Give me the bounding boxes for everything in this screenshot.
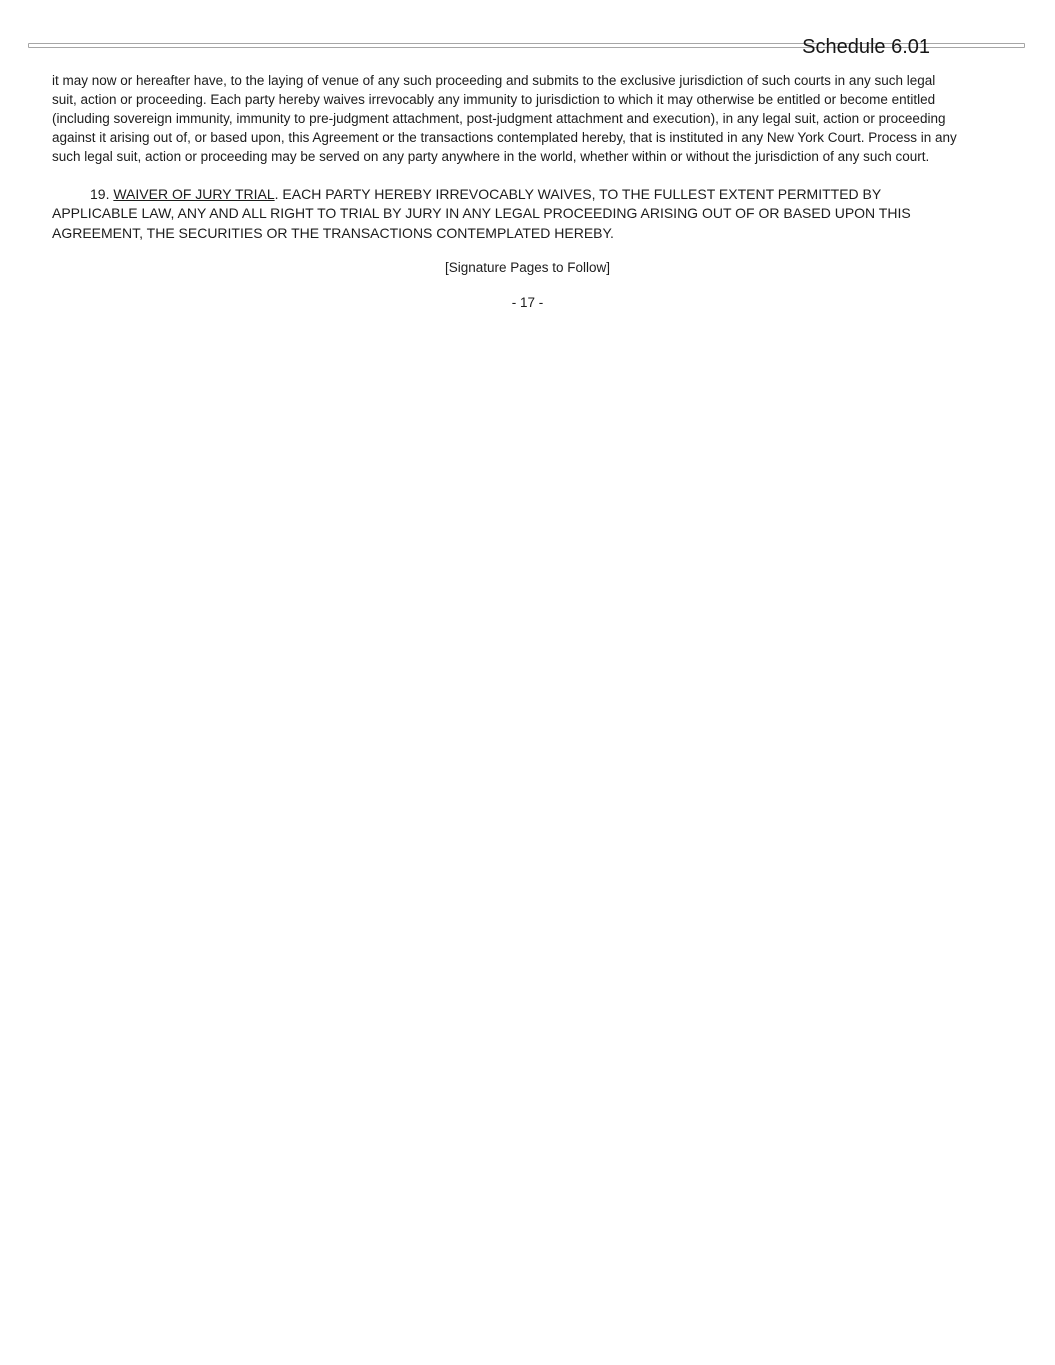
page-number: - 17 - bbox=[511, 295, 544, 310]
text-line: against it arising out of, or based upon, this Agreement or the transactions contemplated hereby, that is instituted in any New York Court. Process in any bbox=[52, 130, 957, 145]
text-line: suit, action or proceeding. Each party hereby waives irrevocably any immunity to jurisdiction to which it may otherwise be entitled or become entitled bbox=[52, 92, 936, 107]
section-text: . EACH PARTY HEREBY IRREVOCABLY WAIVES, TO THE FULLEST EXTENT PERMITTED BY bbox=[274, 186, 882, 202]
text-line: APPLICABLE LAW, ANY AND ALL RIGHT TO TRIAL BY JURY IN ANY LEGAL PROCEEDING ARISING OUT OF OR BASED UPON THIS bbox=[52, 205, 911, 222]
section-number: 19. bbox=[90, 186, 110, 202]
text-line: it may now or hereafter have, to the laying of venue of any such proceeding and submits to the exclusive jurisdiction of such courts in any such legal bbox=[52, 73, 936, 88]
text-line bbox=[52, 185, 911, 204]
schedule-label: Schedule 6.01 bbox=[802, 36, 930, 58]
paragraph-jury-trial-waiver bbox=[52, 185, 911, 243]
text-line: such legal suit, action or proceeding may be served on any party anywhere in the world, whether within or without the jurisdiction of any such court. bbox=[52, 149, 930, 164]
signature-pages-note: [Signature Pages to Follow] bbox=[444, 260, 611, 275]
text-line: (including sovereign immunity, immunity to pre-judgment attachment, post-judgment attachment and execution), in any legal suit, action or proceeding bbox=[52, 111, 946, 126]
paragraph-venue-jurisdiction bbox=[52, 71, 957, 166]
text-line: AGREEMENT, THE SECURITIES OR THE TRANSACTIONS CONTEMPLATED HEREBY. bbox=[52, 224, 614, 241]
section-heading: WAIVER OF JURY TRIAL bbox=[113, 186, 275, 202]
